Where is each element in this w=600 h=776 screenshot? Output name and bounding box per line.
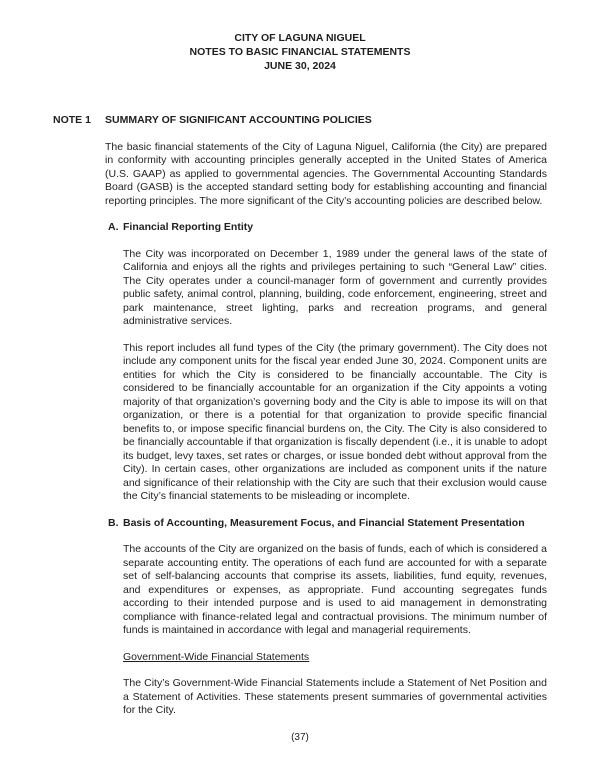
section-b-heading	[108, 517, 547, 531]
header-city-line: CITY OF LAGUNA NIGUEL	[234, 32, 366, 44]
note1-content	[105, 141, 547, 718]
section-b-subheading-paragraph: The City’s Government-Wide Financial Statements include a Statement of Net Position and a Statement of Activities. These statements present summaries of governmental activities for the City.	[123, 677, 547, 716]
section-a-title: Financial Reporting Entity	[123, 221, 254, 233]
section-b-paragraph-1: The accounts of the City are organized on the basis of funds, each of which is considered a separate accounting entity. The operations of each fund are accounted for with a separate set of self-balancing accounts that comprise its assets, liabilities, fund equity, revenues, and expenditures or expenses, as appropriate. Fund accounting segregates funds according to their intended purpose and is used to aid management in demonstrating compliance with finance-related legal and contractual provisions. The minimum number of funds is maintained in accordance with legal and managerial requirements.	[123, 543, 547, 636]
header-title-line: NOTES TO BASIC FINANCIAL STATEMENTS	[189, 46, 411, 58]
section-a-paragraph-1: The City was incorporated on December 1, 1989 under the general laws of the state of California and enjoys all the rights and privileges pertaining to such “General Law” cities. The City operates under a council-manager form of government and currently provides public safety, animal control, planning, building, code enforcement, engineering, street and park maintenance, street lighting, parks and recreation programs, and general administrative services.	[123, 247, 547, 327]
header-date-line: JUNE 30, 2024	[264, 60, 336, 72]
section-a-body	[123, 248, 547, 504]
section-a-heading	[108, 221, 547, 235]
note1-heading	[53, 114, 547, 128]
note1-label: NOTE 1	[53, 114, 91, 126]
note1-intro-paragraph: The basic financial statements of the City of Laguna Niguel, California (the City) are prepared in conformity with accounting principles generally accepted in the United States of America (U.S. GAAP) as applied to governmental agencies. The Governmental Accounting Standards Board (GASB) is the accepted standard setting body for establishing accounting and financial reporting principles. The more significant of the City’s accounting policies are described below.	[105, 140, 547, 207]
section-a-paragraph-2: This report includes all fund types of the City (the primary government). The City does not include any component units for the fiscal year ended June 30, 2024. Component units are entities for which the City is considered to be financially accountable. The City is considered to be financially accountable for an organization if the City appoints a voting majority of that organization’s governing body and the City is able to impose its will on that organization, or there is a potential for that organization to provide specific financial benefits to, or impose specific financial burdens on, the City. The City is also considered to be financially accountable if that organization is fiscally dependent (i.e., it is unable to adopt its budget, levy taxes, set rates or charges, or issue bonded debt without approval from the City). In certain cases, other organizations are included as component units if the nature and significance of their relationship with the City are such that their exclusion would cause the City’s financial statements to be misleading or incomplete.	[123, 341, 547, 502]
note1-title: SUMMARY OF SIGNIFICANT ACCOUNTING POLICIES	[105, 114, 372, 126]
page-number: (37)	[291, 732, 309, 743]
section-b-title: Basis of Accounting, Measurement Focus, and Financial Statement Presentation	[123, 516, 525, 529]
section-b-subheading: Government-Wide Financial Statements	[123, 650, 310, 663]
section-b-body	[123, 543, 547, 718]
section-b-letter: B.	[108, 516, 119, 529]
section-a-letter: A.	[108, 221, 119, 233]
document-header	[0, 0, 600, 73]
